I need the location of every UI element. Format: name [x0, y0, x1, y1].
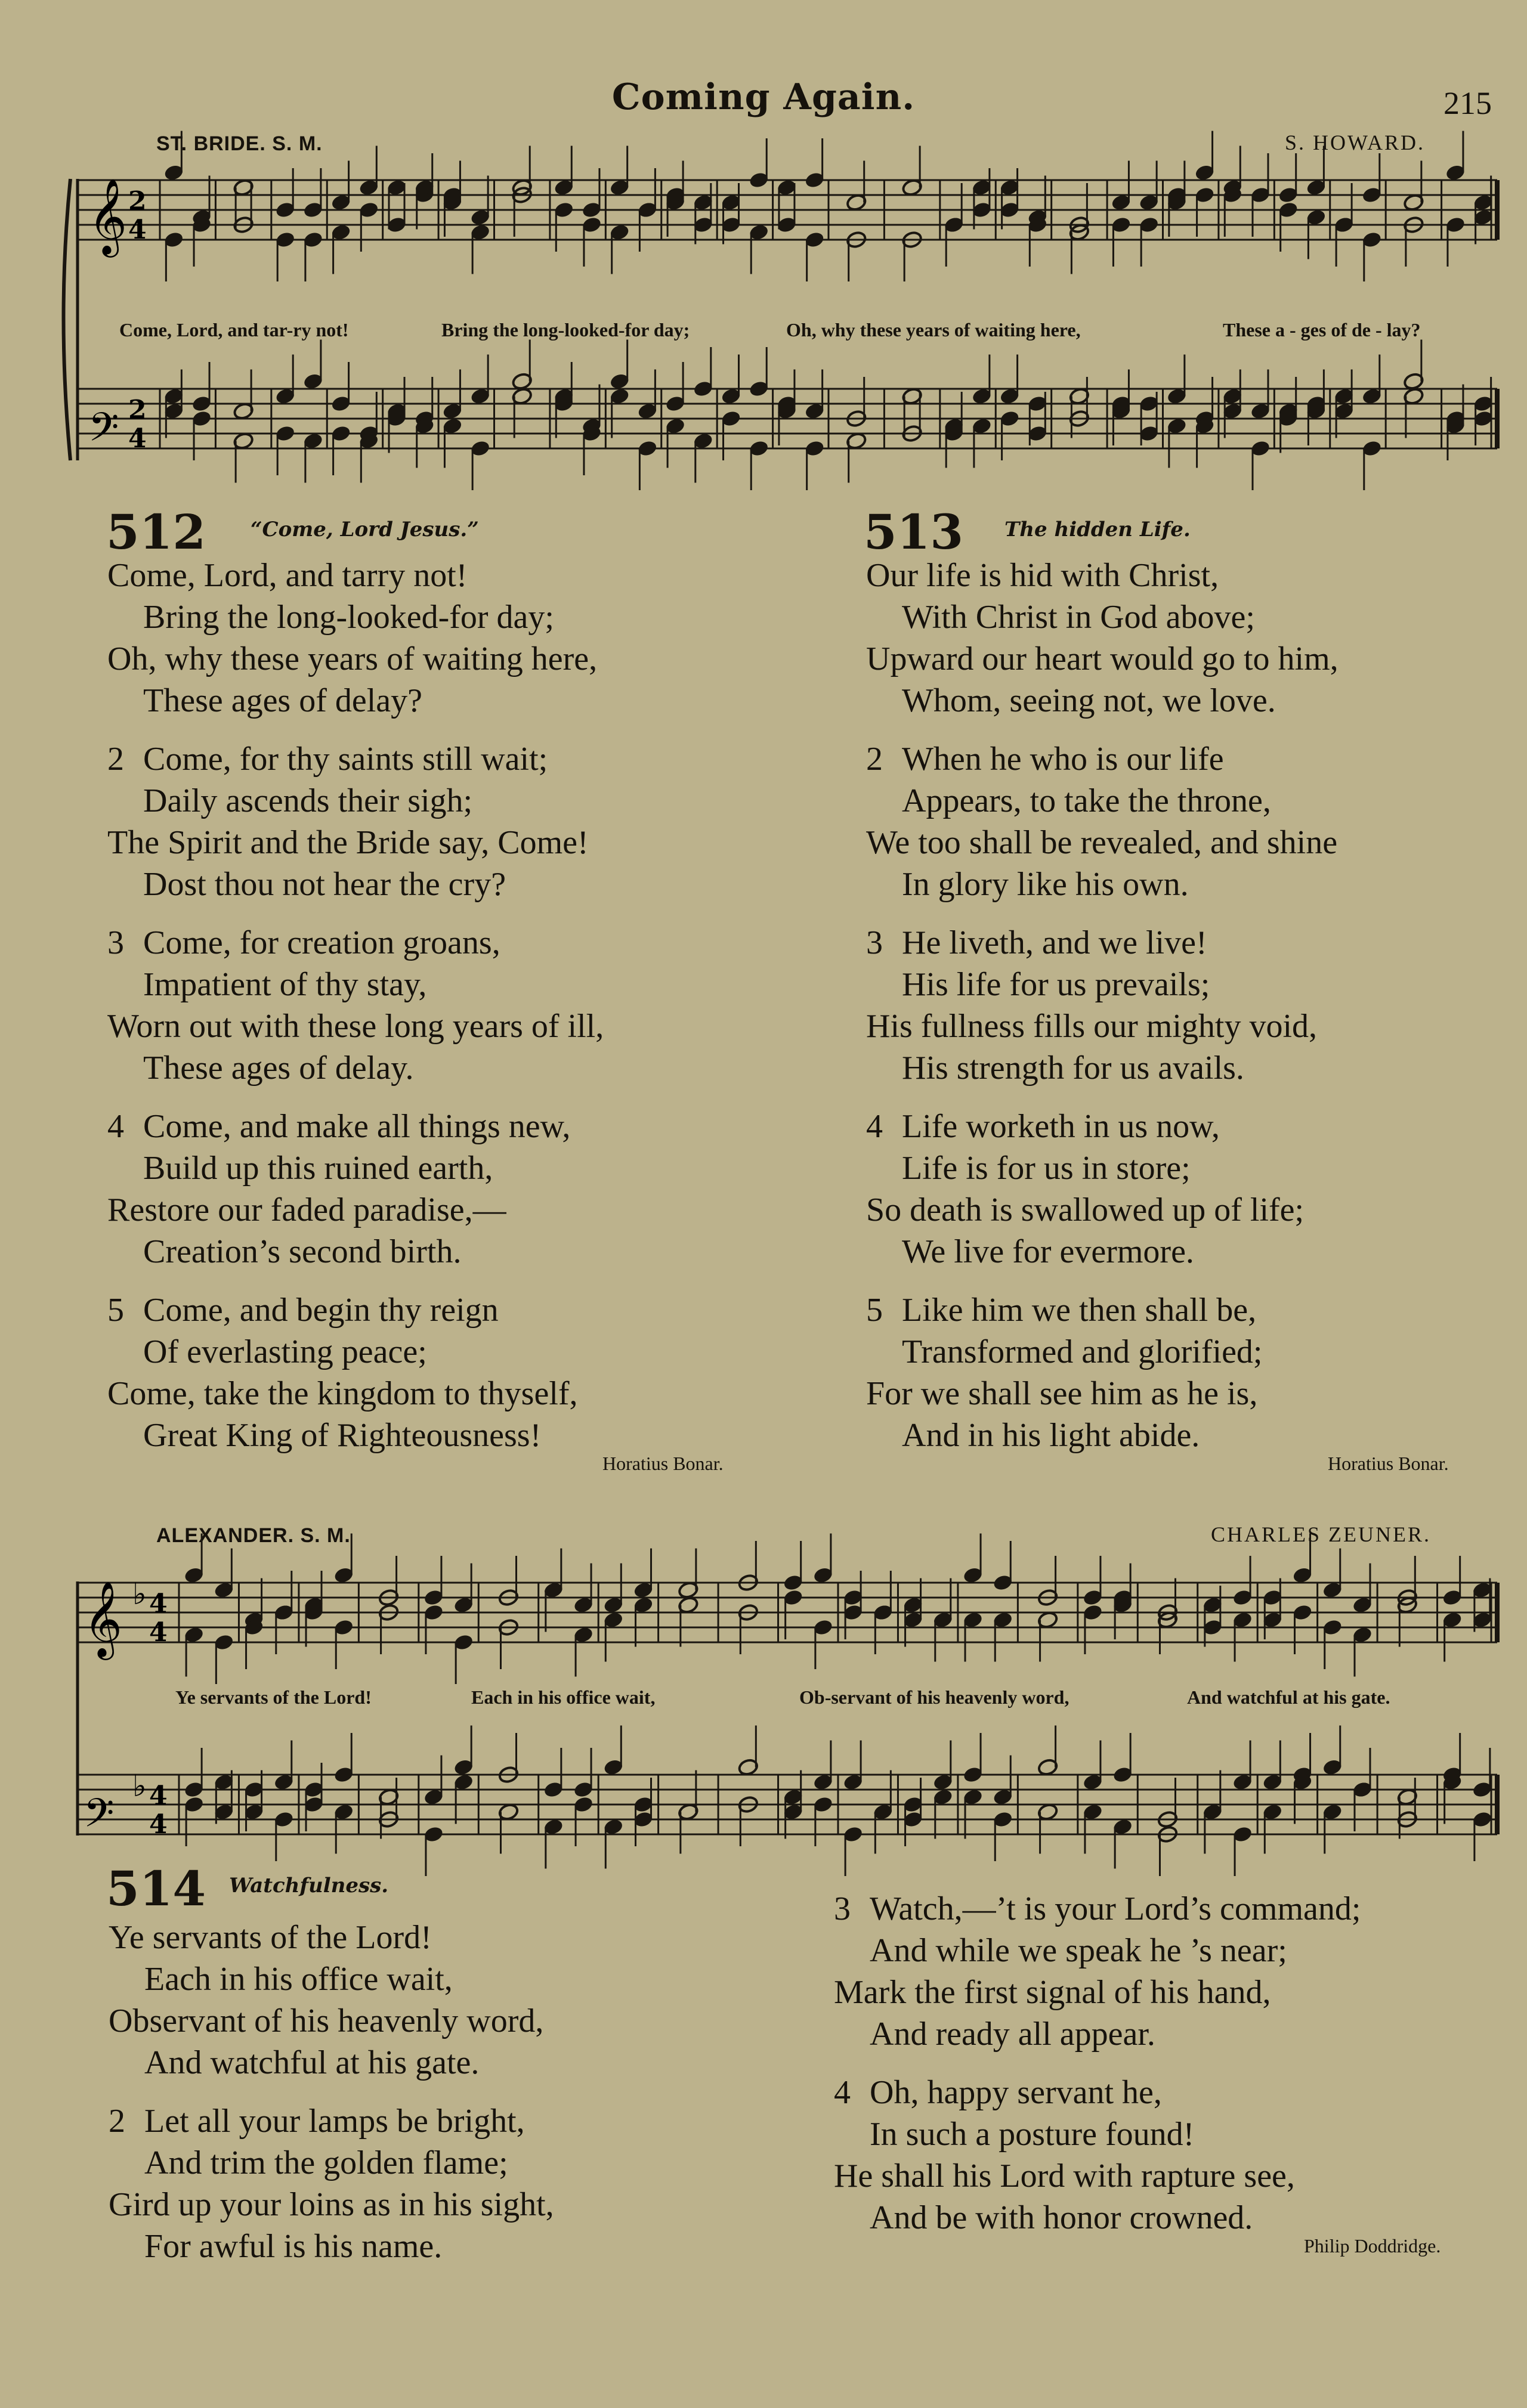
- verse-line: Bring the long-looked-for day;: [143, 599, 554, 636]
- verse-line: Whom, seeing not, we love.: [902, 682, 1276, 719]
- verse-line: For we shall see him as he is,: [866, 1375, 1258, 1412]
- stanza-number: 4: [107, 1108, 124, 1145]
- stanza-number: 2: [866, 741, 883, 778]
- composer-charles-zeuner: CHARLES ZEUNER.: [1211, 1522, 1431, 1546]
- tune-name-st-bride: ST. BRIDE. S. M.: [156, 132, 323, 155]
- verse-line: Impatient of thy stay,: [143, 966, 427, 1003]
- tune-name-alexander: ALEXANDER. S. M.: [156, 1524, 351, 1547]
- verse-line: Let all your lamps be bright,: [144, 2103, 525, 2140]
- verse-line: The Spirit and the Bride say, Come!: [107, 824, 589, 861]
- verse-line: His fullness fills our mighty void,: [866, 1008, 1317, 1045]
- time-signature-bass-top: 4: [149, 1781, 168, 1811]
- page-number: 215: [1443, 85, 1492, 121]
- verse-line: Great King of Righteousness!: [143, 1417, 542, 1454]
- verse-line: Build up this ruined earth,: [143, 1150, 493, 1187]
- treble-clef-icon: 𝄞: [88, 178, 128, 254]
- treble-clef-icon: 𝄞: [84, 1580, 123, 1657]
- author-514: Philip Doddridge.: [1304, 2235, 1441, 2257]
- verse-line: He shall his Lord with rapture see,: [834, 2158, 1295, 2195]
- time-signature-top: 4: [149, 1589, 168, 1619]
- verse-line: We live for evermore.: [902, 1233, 1194, 1270]
- verse-line: Come, and begin thy reign: [143, 1292, 499, 1329]
- composer-s-howard: S. HOWARD.: [1285, 131, 1426, 154]
- verse-line: Daily ascends their sigh;: [143, 782, 473, 819]
- time-signature-bass-top: 2: [128, 395, 147, 425]
- underlay-alexander-1: Ye servants of the Lord!: [175, 1686, 372, 1708]
- bass-clef-icon: 𝄢: [88, 404, 119, 460]
- hymn-514-verses-left: [109, 1917, 554, 2267]
- flat-icon: ♭: [132, 1577, 147, 1611]
- hymn-subtitle-514: Watchfulness.: [229, 1874, 389, 1898]
- stanza-number: 3: [107, 924, 124, 961]
- verse-line: Come, Lord, and tarry not!: [107, 557, 468, 594]
- verse-line: These ages of delay.: [143, 1050, 414, 1087]
- verse-line: Watch,—’t is your Lord’s command;: [870, 1890, 1361, 1927]
- verse-line: Oh, happy servant he,: [870, 2074, 1162, 2111]
- verse-line: Each in his office wait,: [144, 1961, 453, 1998]
- verse-line: With Christ in God above;: [902, 599, 1255, 636]
- verse-line: In glory like his own.: [902, 866, 1189, 903]
- verse-line: And watchful at his gate.: [144, 2044, 480, 2081]
- verse-line: His life for us prevails;: [902, 966, 1210, 1003]
- stanza-number: 4: [866, 1108, 883, 1145]
- stanza-number: 5: [107, 1292, 124, 1329]
- hymn-514-verses-right: [834, 1888, 1361, 2239]
- time-signature-bass-bottom: 4: [128, 423, 147, 454]
- verse-line: For awful is his name.: [144, 2228, 443, 2265]
- hymn-number-513: 513: [864, 504, 963, 560]
- verse-line: Upward our heart would go to him,: [866, 640, 1339, 677]
- verse-line: Worn out with these long years of ill,: [107, 1008, 604, 1045]
- author-513: Horatius Bonar.: [1328, 1453, 1449, 1474]
- verse-line: And trim the golden flame;: [144, 2144, 508, 2181]
- verse-line: Of everlasting peace;: [143, 1333, 427, 1370]
- verse-line: We too shall be revealed, and shine: [866, 824, 1338, 861]
- time-signature-bass-bottom: 4: [149, 1809, 168, 1840]
- page-title: Coming Again.: [611, 76, 916, 118]
- verse-line: Ye servants of the Lord!: [109, 1919, 432, 1956]
- verse-line: And in his light abide.: [902, 1417, 1200, 1454]
- verse-line: Like him we then shall be,: [902, 1292, 1257, 1329]
- verse-line: Gird up your loins as in his sight,: [109, 2186, 554, 2223]
- underlay-alexander-2: Each in his office wait,: [471, 1686, 656, 1708]
- verse-line: These ages of delay?: [143, 682, 422, 719]
- verse-line: Our life is hid with Christ,: [866, 557, 1219, 594]
- stanza-number: 4: [834, 2074, 851, 2111]
- verse-line: Life is for us in store;: [902, 1150, 1191, 1187]
- flat-icon: ♭: [132, 1769, 147, 1803]
- verse-line: Dost thou not hear the cry?: [143, 866, 506, 903]
- verse-line: And ready all appear.: [870, 2016, 1155, 2053]
- verse-line: Mark the first signal of his hand,: [834, 1974, 1271, 2011]
- verse-line: Appears, to take the throne,: [902, 782, 1271, 819]
- verse-line: Oh, why these years of waiting here,: [107, 640, 598, 677]
- verse-line: Life worketh in us now,: [902, 1108, 1220, 1145]
- time-signature-top: 2: [128, 186, 147, 216]
- verse-line: In such a posture found!: [870, 2116, 1195, 2153]
- verse-line: And be with honor crowned.: [870, 2199, 1253, 2236]
- verse-line: Transformed and glorified;: [902, 1333, 1263, 1370]
- time-signature-bottom: 4: [128, 215, 147, 245]
- verse-line: Come, take the kingdom to thyself,: [107, 1375, 578, 1412]
- verse-line: When he who is our life: [902, 741, 1224, 778]
- verse-line: He liveth, and we live!: [902, 924, 1207, 961]
- underlay-st-bride-4: These a - ges of de - lay?: [1223, 319, 1421, 341]
- stanza-number: 3: [866, 924, 883, 961]
- stanza-number: 3: [834, 1890, 851, 1927]
- author-512: Horatius Bonar.: [602, 1453, 724, 1474]
- verse-line: Come, for creation groans,: [143, 924, 500, 961]
- verse-line: Come, and make all things new,: [143, 1108, 571, 1145]
- hymn-subtitle-513: The hidden Life.: [1004, 518, 1191, 541]
- bass-clef-icon: 𝄢: [84, 1790, 115, 1846]
- stanza-number: 5: [866, 1292, 883, 1329]
- time-signature-bottom: 4: [149, 1617, 168, 1648]
- underlay-alexander-4: And watchful at his gate.: [1187, 1686, 1390, 1708]
- stanza-number: 2: [109, 2103, 125, 2140]
- underlay-st-bride-1: Come, Lord, and tar-ry not!: [119, 319, 349, 341]
- verse-line: Restore our faded paradise,—: [107, 1191, 506, 1228]
- hymn-number-514: 514: [106, 1861, 206, 1917]
- verse-line: So death is swallowed up of life;: [866, 1191, 1305, 1228]
- stanza-number: 2: [107, 741, 124, 778]
- verse-line: Observant of his heavenly word,: [109, 2002, 544, 2039]
- verse-line: And while we speak he ’s near;: [870, 1932, 1287, 1969]
- hymn-number-512: 512: [106, 504, 206, 560]
- underlay-st-bride-2: Bring the long-looked-for day;: [441, 319, 690, 341]
- underlay-alexander-3: Ob-servant of his heavenly word,: [799, 1686, 1069, 1708]
- underlay-st-bride-3: Oh, why these years of waiting here,: [786, 319, 1081, 341]
- verse-line: His strength for us avails.: [902, 1050, 1244, 1087]
- verse-line: Come, for thy saints still wait;: [143, 741, 548, 778]
- verse-line: Creation’s second birth.: [143, 1233, 462, 1270]
- hymn-subtitle-512: “Come, Lord Jesus.”: [251, 518, 479, 541]
